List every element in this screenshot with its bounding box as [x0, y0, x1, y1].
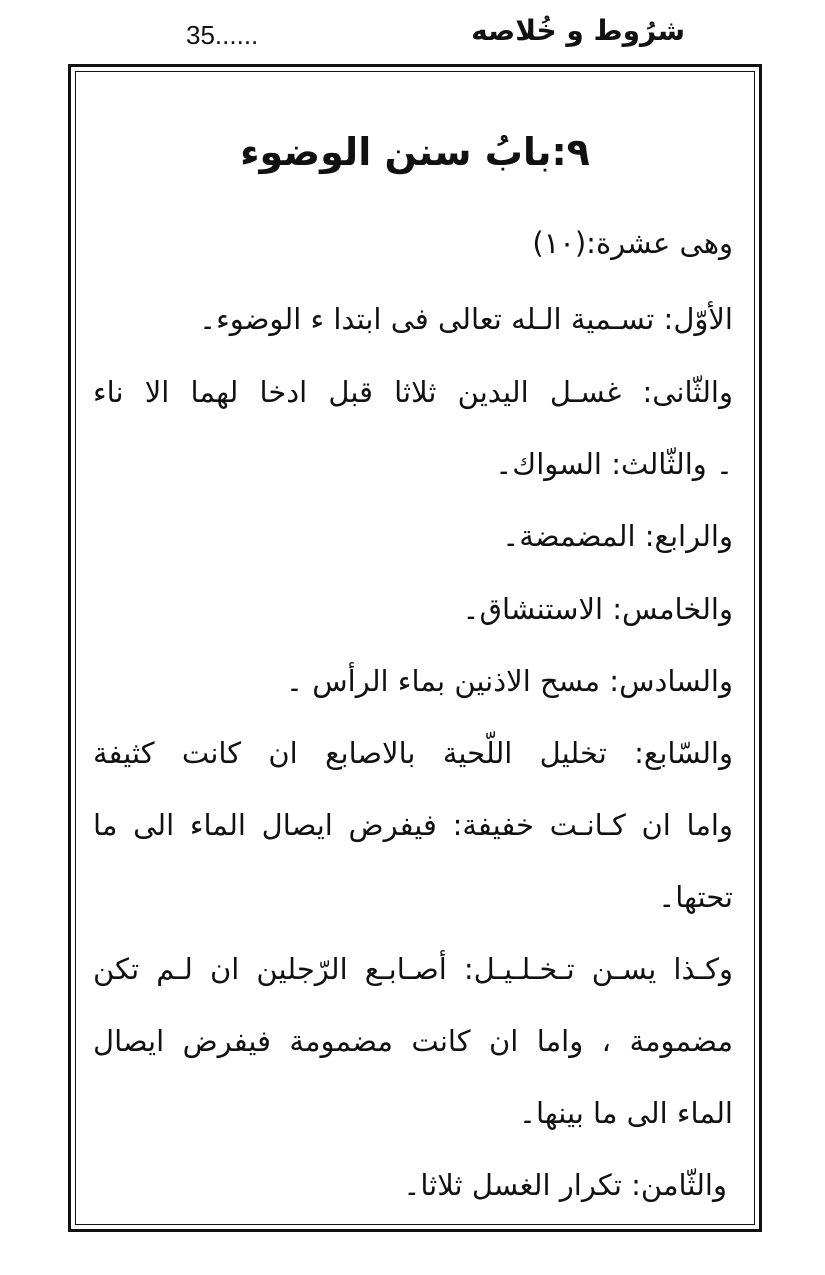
sunnah-fourth: والرابع: المضمضة۔ — [502, 519, 733, 553]
chapter-title: ۹:بابُ سنن الوضوء — [240, 130, 590, 174]
sunnah-sixth: والسادس: مسح الاذنين بماء الرأس ۔ — [286, 664, 733, 698]
toes-line-3: الماء الى ما بينها۔ — [519, 1096, 733, 1130]
sunnah-second: والثّانى: غسـل اليدين ثلاثا قبل ادخا لهما الا ناء — [93, 375, 733, 409]
sunnah-eighth: والثّامن: تكرار الغسل ثلاثا۔ — [403, 1168, 727, 1202]
toes-line-1: وكـذا يسـن تـخـلـيـل: أصـابـع الرّجلين ان لـم تكن — [93, 952, 733, 986]
sunnah-first: الأوّل: تسـمية الـله تعالى فى ابتدا ء الوضوء۔ — [199, 302, 733, 336]
intro-line: وهى عشرة:(۱۰) — [532, 226, 733, 260]
sunnah-seventh-cont-2: تحتها۔ — [658, 880, 733, 914]
toes-line-2: مضمومة ، واما ان كانت مضمومة فيفرض ايصال — [93, 1024, 733, 1058]
sunnah-seventh-cont-1: واما ان كـانـت خفيفة: فيفرض ايصال الماء الى ما — [93, 808, 733, 842]
page-number: 35...... — [186, 20, 259, 50]
sunnah-seventh: والسّابع: تخليل اللّحية بالاصابع ان كانت كثيفة — [93, 736, 733, 770]
running-title: شرُوط و خُلاصه — [471, 14, 685, 47]
sunnah-third: ۔ والثّالث: السواك۔ — [495, 447, 733, 481]
sunnah-fifth: والخامس: الاستنشاق۔ — [462, 592, 733, 626]
page-header — [0, 0, 825, 62]
